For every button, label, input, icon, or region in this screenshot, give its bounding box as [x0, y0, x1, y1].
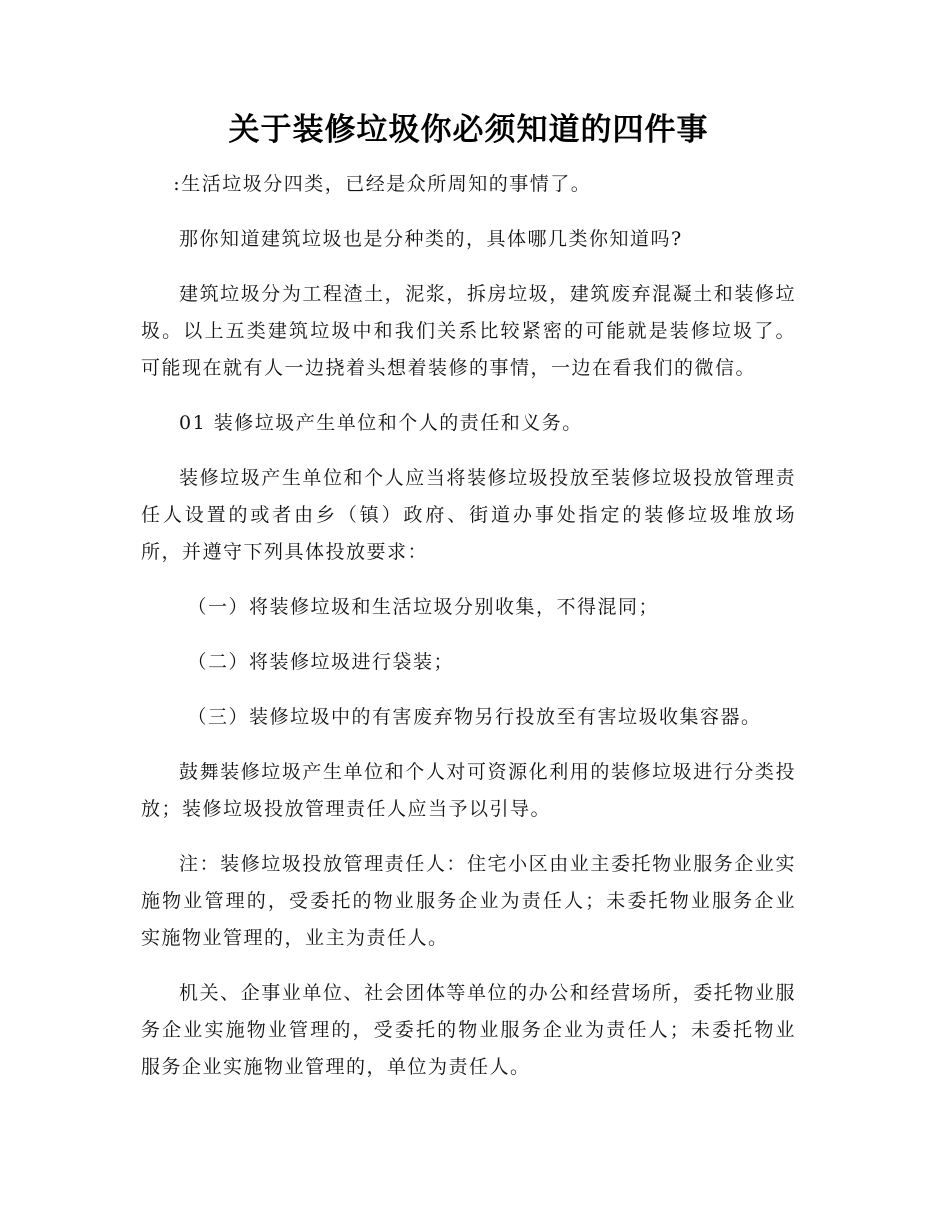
paragraph-encourage: 鼓舞装修垃圾产生单位和个人对可资源化利用的装修垃圾进行分类投放；装修垃圾投放管理责任人应当予以引导。 — [141, 761, 796, 820]
list-item-1: （一）将装修垃圾和生活垃圾分别收集，不得混同； — [187, 596, 660, 618]
paragraph-intro: :生活垃圾分四类，已经是众所周知的事情了。 — [173, 173, 592, 195]
paragraph-question: 那你知道建筑垃圾也是分种类的，具体哪几类你知道吗? — [179, 228, 683, 250]
paragraph-obligations: 装修垃圾产生单位和个人应当将装修垃圾投放至装修垃圾投放管理责任人设置的或者由乡（镇）政府、街道办事处指定的装修垃圾堆放场所，并遵守下列具体投放要求： — [141, 467, 796, 563]
paragraph-categories: 建筑垃圾分为工程渣土，泥浆，拆房垃圾，建筑废弃混凝土和装修垃圾。以上五类建筑垃圾中和我们关系比较紧密的可能就是装修垃圾了。可能现在就有人一边挠着头想着装修的事情，一边在看我们的微信。 — [141, 283, 796, 379]
paragraph-institutions: 机关、企事业单位、社会团体等单位的办公和经营场所，委托物业服务企业实施物业管理的，受委托的物业服务企业为责任人；未委托物业服务企业实施物业管理的，单位为责任人。 — [141, 982, 796, 1078]
list-item-2: （二）将装修垃圾进行袋装； — [187, 651, 455, 673]
document-page — [141, 108, 796, 1104]
paragraph-note: 注：装修垃圾投放管理责任人：住宅小区由业主委托物业服务企业实施物业管理的，受委托的物业服务企业为责任人；未委托物业服务企业实施物业管理的，业主为责任人。 — [141, 853, 796, 949]
section-heading-01: 01 装修垃圾产生单位和个人的责任和义务。 — [179, 412, 583, 434]
list-item-3: （三）装修垃圾中的有害废弃物另行投放至有害垃圾收集容器。 — [187, 706, 762, 728]
document-title: 关于装修垃圾你必须知道的四件事 — [228, 112, 709, 148]
